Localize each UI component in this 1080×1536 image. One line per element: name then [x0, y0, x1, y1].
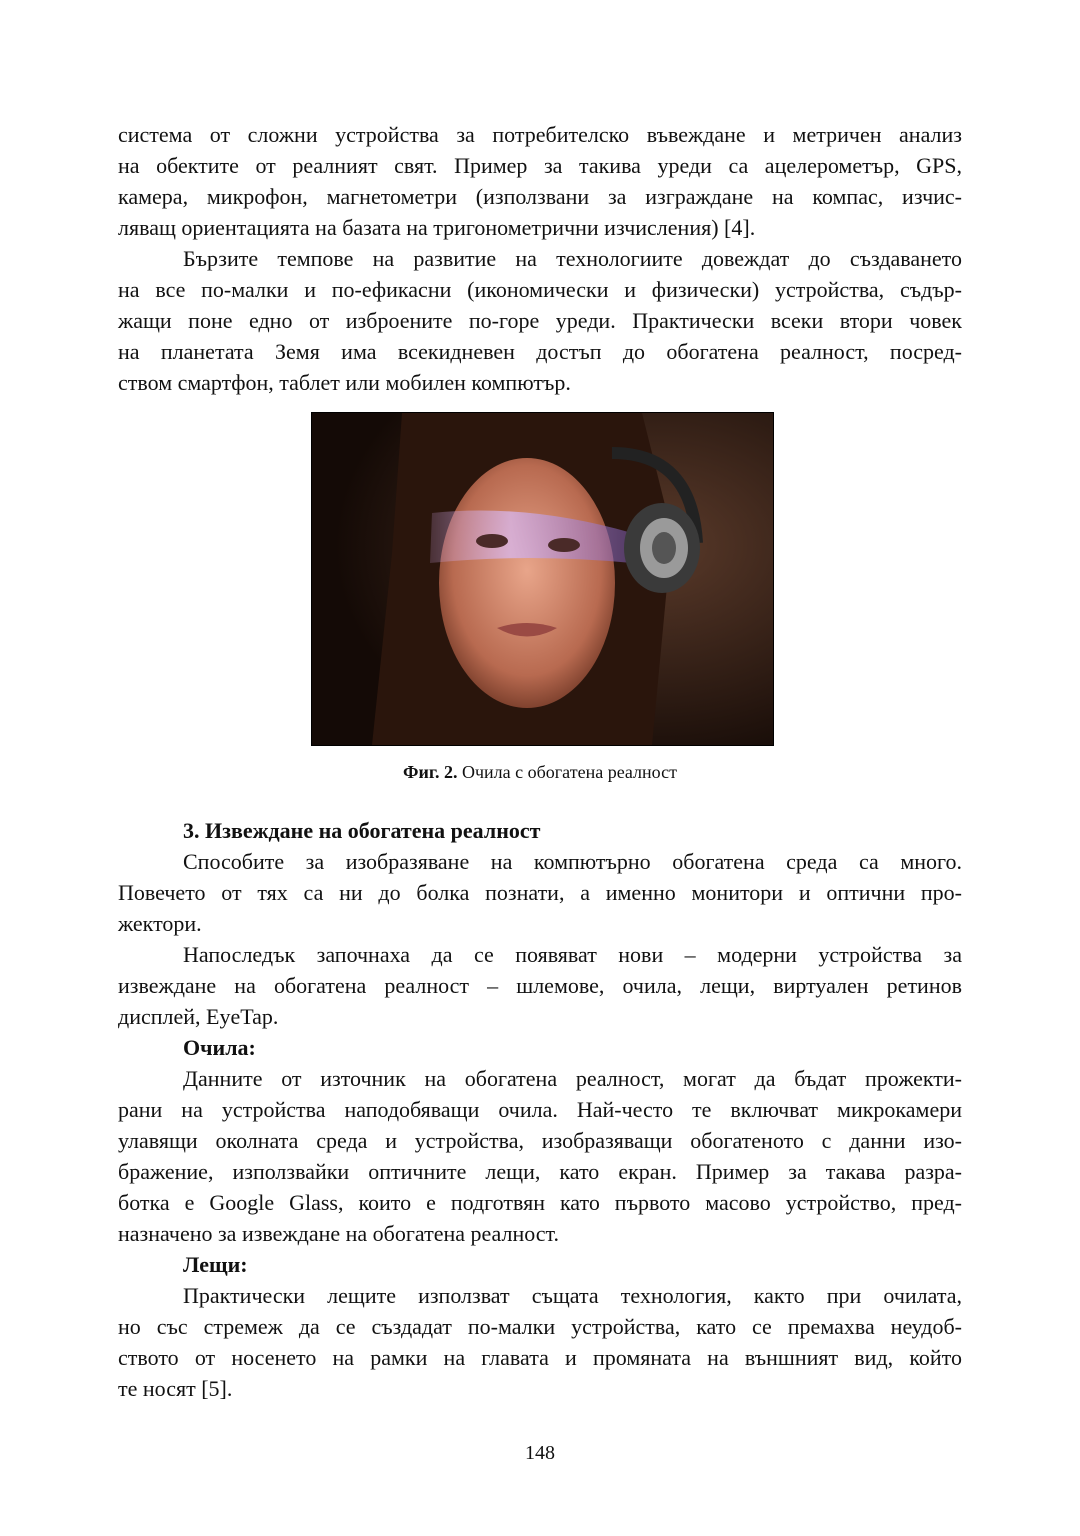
- text-line: Бързите темпове на развитие на технологиите довеждат до създаването: [183, 246, 962, 271]
- text-line: камера, микрофон, магнетометри (използвани за изграждане на компас, изчис-: [118, 184, 962, 209]
- text-line: те носят [5].: [118, 1376, 233, 1401]
- text-line: на все по-малки и по-ефикасни (икономически и физически) устройства, съдър-: [118, 277, 962, 302]
- text-line: система от сложни устройства за потребителско въвеждане и метричен анализ: [118, 122, 962, 147]
- text-line: улавящи околната среда и устройства, изобразяващи обогатеното с данни изо-: [118, 1128, 962, 1153]
- figure-caption: [0, 762, 1080, 783]
- body-text-bottom: [118, 815, 962, 1404]
- section-heading: 3. Извеждане на обогатена реалност: [183, 818, 541, 843]
- text-line: Способите за изобразяване на компютърно обогатена среда са много.: [183, 849, 962, 874]
- text-line: назначено за извеждане на обогатена реалност.: [118, 1221, 560, 1246]
- text-line: Практически лещите използват същата технология, както при очилата,: [183, 1283, 962, 1308]
- text-line: рани на устройства наподобяващи очила. Най-често те включват микрокамери: [118, 1097, 962, 1122]
- text-line: на обектите от реалният свят. Пример за такива уреди са ацелерометър, GPS,: [118, 153, 962, 178]
- text-line: жащи поне едно от изброените по-горе уреди. Практически всеки втори човек: [118, 308, 962, 333]
- text-line: Данните от източник на обогатена реалност, могат да бъдат прожекти-: [183, 1066, 962, 1091]
- text-line: извеждане на обогатена реалност – шлемове, очила, лещи, виртуален ретинов: [118, 973, 962, 998]
- subheading-lenses: Лещи:: [183, 1252, 248, 1277]
- text-line: жектори.: [118, 911, 202, 936]
- text-line: на планетата Земя има всекидневен достъп до обогатена реалност, посред-: [118, 339, 962, 364]
- text-line: дисплей, EyeTap.: [118, 1004, 279, 1029]
- figure-caption-text: Очила с обогатена реалност: [457, 762, 677, 782]
- text-line: ството от носенето на рамки на главата и промяната на външният вид, който: [118, 1345, 962, 1370]
- text-line: Повечето от тях са ни до болка познати, а именно монитори и оптични про-: [118, 880, 962, 905]
- text-line: но със стремеж да се създадат по-малки устройства, като се премахва неудоб-: [118, 1314, 962, 1339]
- subheading-glasses: Очила:: [183, 1035, 256, 1060]
- text-line: Напоследък започнаха да се появяват нови – модерни устройства за: [183, 942, 962, 967]
- figure-image-ar-glasses: [311, 412, 774, 746]
- text-line: ством смартфон, таблет или мобилен компютър.: [118, 370, 571, 395]
- figure-label: Фиг. 2.: [403, 762, 458, 782]
- page-number: 148: [525, 1442, 555, 1464]
- text-line: ляващ ориентацията на базата на тригонометрични изчисления) [4].: [118, 215, 756, 240]
- text-line: ботка е Google Glass, които е подготвян като първото масово устройство, пред-: [118, 1190, 962, 1215]
- text-line: бражение, използвайки оптичните лещи, като екран. Пример за такава разра-: [118, 1159, 962, 1184]
- body-text-top: [118, 119, 962, 398]
